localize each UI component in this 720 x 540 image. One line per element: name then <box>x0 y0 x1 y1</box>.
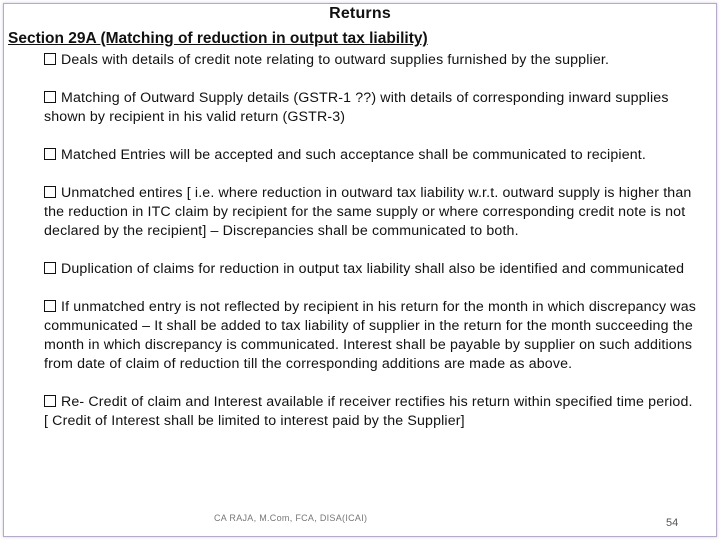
bullet-text: Re- Credit of claim and Interest available if receiver rectifies his return within specified time period. [ Credit of Interest shall be limited to interest paid by the Supplier] <box>44 394 693 429</box>
bullet-item <box>44 393 700 431</box>
bullet-text: Unmatched entires [ i.e. where reduction in outward tax liability w.r.t. outward supply is higher than the reduction in ITC claim by recipient for the same supply or where corresponding credit note is not declared by the recipient] – Discrepancies shall be communicated to both. <box>44 185 692 239</box>
bullet-text: Matched Entries will be accepted and such acceptance shall be communicated to recipient. <box>61 147 646 163</box>
bullet-text: Matching of Outward Supply details (GSTR-1 ??) with details of corresponding inward supplies shown by recipient in his valid return (GSTR-3) <box>44 90 669 125</box>
checkbox-bullet-icon <box>44 262 56 274</box>
checkbox-bullet-icon <box>44 91 56 103</box>
bullet-list <box>44 51 700 450</box>
bullet-item <box>44 260 700 279</box>
checkbox-bullet-icon <box>44 186 56 198</box>
footer-text: CA RAJA, M.Com, FCA, DISA(ICAI) <box>214 513 368 523</box>
section-heading: Section 29A (Matching of reduction in output tax liability) <box>8 30 428 47</box>
bullet-item <box>44 89 700 127</box>
bullet-item <box>44 298 700 374</box>
bullet-item <box>44 51 700 70</box>
bullet-text: If unmatched entry is not reflected by recipient in his return for the month in which discrepancy was communicated – It shall be added to tax liability of supplier in the return for the month succeeding the month in which discrepancy is communicated. Interest shall be payable by supplier on such additions from date of claim of reduction till the corresponding additions are made as above. <box>44 299 696 372</box>
page-number: 54 <box>666 517 679 529</box>
bullet-item <box>44 184 700 241</box>
bullet-text: Deals with details of credit note relating to outward supplies furnished by the supplier. <box>61 52 610 68</box>
bullet-item <box>44 146 700 165</box>
bullet-text: Duplication of claims for reduction in output tax liability shall also be identified and communicated <box>61 261 685 277</box>
checkbox-bullet-icon <box>44 300 56 312</box>
checkbox-bullet-icon <box>44 148 56 160</box>
slide-title: Returns <box>329 5 391 22</box>
checkbox-bullet-icon <box>44 395 56 407</box>
checkbox-bullet-icon <box>44 53 56 65</box>
